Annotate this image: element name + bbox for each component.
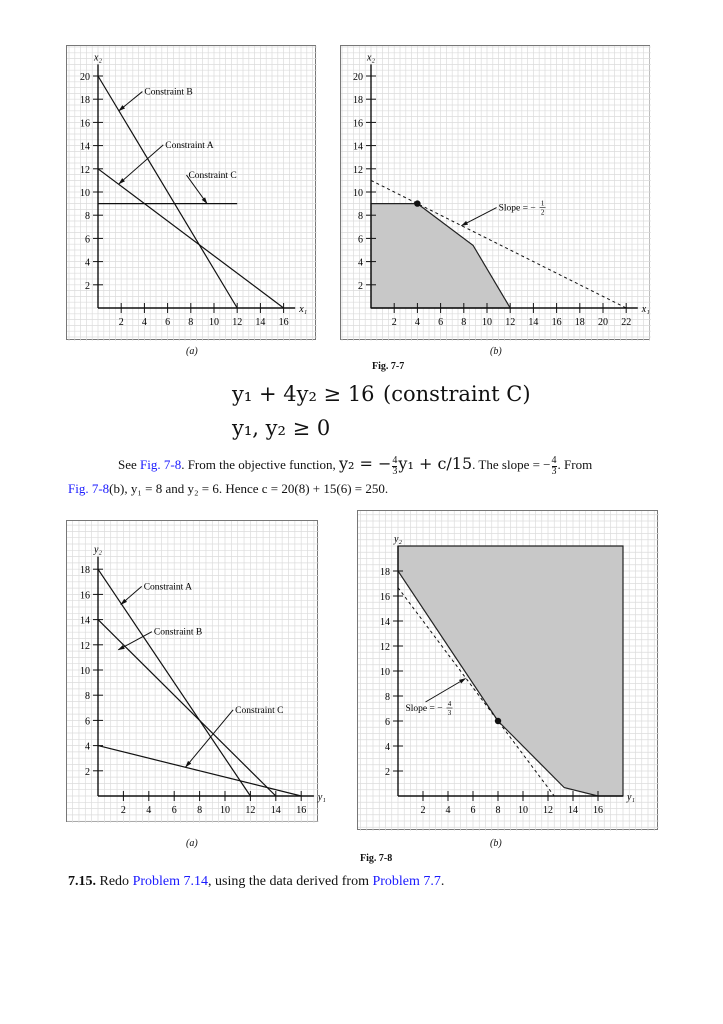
y-tick-label: 6 (385, 717, 390, 728)
y-axis-label: x₂ (94, 52, 102, 64)
x-tick-label: 6 (470, 805, 476, 816)
y-tick-label: 18 (380, 567, 390, 578)
annotation-arrow (426, 679, 466, 703)
x-tick-label: 14 (568, 805, 578, 816)
text: . The slope = − (472, 457, 551, 472)
fig-7-7a-chart (67, 46, 317, 341)
x-tick-label: 2 (120, 805, 126, 816)
figure-caption: Fig. 7-7 (372, 361, 405, 372)
optimal-point (414, 200, 420, 206)
x-tick-label: 16 (551, 317, 562, 328)
x-axis-label: x₁ (641, 304, 650, 315)
y-tick-label: 16 (80, 118, 90, 130)
fig-7-8a-chart (67, 521, 326, 823)
y-tick-label: 8 (358, 211, 363, 223)
denominator: 3 (551, 465, 557, 477)
y-tick-label: 4 (85, 257, 90, 269)
y-tick-label: 8 (85, 691, 90, 703)
x-tick-label: 16 (296, 805, 307, 816)
y-tick-label: 14 (80, 615, 90, 627)
slope-numerator: 4 (447, 700, 452, 708)
panel-label: (a) (186, 346, 198, 357)
constraint-c-label: (constraint C) (383, 382, 531, 406)
y-axis-label: x₂ (367, 52, 375, 64)
annotation-label: Constraint B (153, 627, 203, 638)
figure-caption: Fig. 7-8 (360, 853, 393, 864)
y-tick-label: 4 (358, 257, 363, 269)
slope-denominator: 2 (540, 208, 545, 217)
fig-7-8b-panel (357, 510, 658, 830)
y-tick-label: 6 (85, 716, 90, 728)
text: . From the objective function, (181, 457, 339, 472)
fig-7-8-link[interactable]: Fig. 7-8 (140, 457, 182, 472)
annotation-arrow (461, 208, 496, 226)
optimal-point (495, 718, 501, 724)
fig-7-7a-panel (66, 45, 316, 340)
text: See (118, 457, 141, 472)
x-axis-label: y₁ (627, 792, 635, 803)
x-tick-label: 14 (255, 317, 266, 328)
y-tick-label: 18 (80, 565, 90, 577)
numerator: 4 (551, 454, 557, 466)
y-tick-label: 12 (80, 640, 90, 652)
x-tick-label: 4 (146, 805, 152, 816)
y-tick-label: 10 (380, 667, 390, 678)
fig-7-8-link[interactable]: Fig. 7-8 (68, 480, 110, 496)
y-tick-label: 16 (380, 592, 390, 603)
x-tick-label: 12 (505, 317, 516, 328)
x-tick-label: 6 (171, 805, 177, 816)
x-tick-label: 8 (495, 805, 501, 816)
x-tick-label: 14 (270, 805, 281, 816)
x-tick-label: 22 (621, 317, 632, 328)
y-tick-label: 14 (353, 141, 363, 153)
solution-paragraph (68, 452, 648, 500)
x-tick-label: 12 (245, 805, 256, 816)
x-tick-label: 18 (574, 317, 585, 328)
x-tick-label: 20 (598, 317, 608, 328)
y-tick-label: 14 (380, 617, 390, 628)
x-tick-label: 4 (141, 317, 147, 328)
y-tick-label: 18 (353, 95, 363, 107)
math: y₂ = − (338, 454, 392, 473)
x-tick-label: 2 (118, 317, 124, 328)
y-tick-label: 20 (353, 72, 363, 83)
y-tick-label: 18 (80, 95, 90, 107)
y-tick-label: 10 (353, 188, 363, 199)
fig-7-8b-chart (358, 511, 659, 831)
fraction (552, 456, 557, 477)
panel-label: (b) (490, 346, 502, 357)
y-tick-label: 20 (80, 72, 90, 83)
text: . (440, 874, 445, 889)
y-tick-label: 2 (85, 280, 90, 292)
x-axis-label: x₁ (299, 304, 308, 315)
x-tick-label: 12 (232, 317, 243, 328)
problem-7-14-link[interactable]: Problem 7.14 (132, 874, 209, 889)
denominator: 3 (392, 465, 398, 477)
math: y₁ + c/15 (398, 454, 473, 473)
fig-7-7b-chart (341, 46, 651, 341)
x-tick-label: 8 (197, 805, 203, 816)
annotation-label: Constraint B (144, 87, 193, 98)
panel-label: (b) (490, 838, 502, 849)
annotation-arrow (119, 145, 163, 184)
x-tick-label: 8 (188, 317, 194, 328)
annotation-label: Slope = − (498, 203, 536, 214)
x-tick-label: 4 (445, 805, 451, 816)
x-tick-label: 4 (414, 317, 420, 328)
nonnegativity-equation: y₁, y₂ ≥ 0 (232, 416, 331, 440)
y-tick-label: 12 (353, 164, 363, 176)
annotation-label: Constraint C (235, 705, 284, 716)
y-tick-label: 4 (385, 742, 390, 753)
y-tick-label: 6 (85, 234, 90, 246)
y-tick-label: 2 (358, 280, 363, 292)
slope-numerator: 1 (540, 199, 545, 208)
y-tick-label: 10 (80, 188, 90, 199)
text: (b), y₁ = 8 and y₂ = 6. Hence c = 20(8) + 15(6) = 250. (109, 480, 389, 496)
x-tick-label: 12 (543, 805, 553, 816)
x-tick-label: 6 (165, 317, 171, 328)
x-tick-label: 8 (461, 317, 467, 328)
slope-denominator: 3 (447, 709, 452, 717)
x-tick-label: 16 (278, 317, 289, 328)
numerator: 4 (392, 454, 398, 466)
x-tick-label: 2 (420, 805, 426, 816)
annotation-label: Constraint C (188, 171, 237, 182)
annotation-label: Slope = − (405, 704, 443, 714)
problem-7-15 (68, 874, 444, 890)
y-axis-label: y₂ (394, 534, 402, 545)
x-tick-label: 10 (220, 805, 230, 816)
x-axis-label: y₁ (317, 792, 326, 803)
fig-7-7b-panel (340, 45, 650, 340)
panel-label: (a) (186, 838, 198, 849)
y-tick-label: 2 (385, 767, 390, 778)
y-tick-label: 12 (80, 164, 90, 176)
fraction (392, 456, 397, 477)
x-tick-label: 10 (518, 805, 528, 816)
x-tick-label: 10 (482, 317, 492, 328)
text: Redo (96, 874, 133, 889)
text: , using the data derived from (208, 874, 373, 889)
y-tick-label: 12 (380, 642, 390, 653)
x-tick-label: 14 (528, 317, 539, 328)
problem-7-7-link[interactable]: Problem 7.7 (372, 874, 441, 889)
y-tick-label: 6 (358, 234, 363, 246)
problem-number: 7.15. (68, 874, 96, 889)
y-tick-label: 8 (85, 211, 90, 223)
annotation-arrow (121, 586, 142, 604)
x-tick-label: 16 (593, 805, 603, 816)
y-axis-label: y₂ (94, 544, 102, 556)
x-tick-label: 6 (438, 317, 444, 328)
text: . From (557, 457, 593, 472)
constraint-c-equation: y₁ + 4y₂ ≥ 16 (232, 382, 375, 406)
y-tick-label: 8 (385, 692, 390, 703)
y-tick-label: 14 (80, 141, 90, 153)
x-tick-label: 10 (209, 317, 219, 328)
x-tick-label: 2 (391, 317, 397, 328)
y-tick-label: 2 (85, 766, 90, 778)
y-tick-label: 10 (80, 666, 90, 677)
annotation-label: Constraint A (165, 140, 214, 151)
y-tick-label: 16 (353, 118, 363, 130)
fig-7-8a-panel (66, 520, 326, 822)
y-tick-label: 4 (85, 741, 90, 753)
annotation-label: Constraint A (143, 582, 193, 593)
y-tick-label: 16 (80, 590, 90, 602)
